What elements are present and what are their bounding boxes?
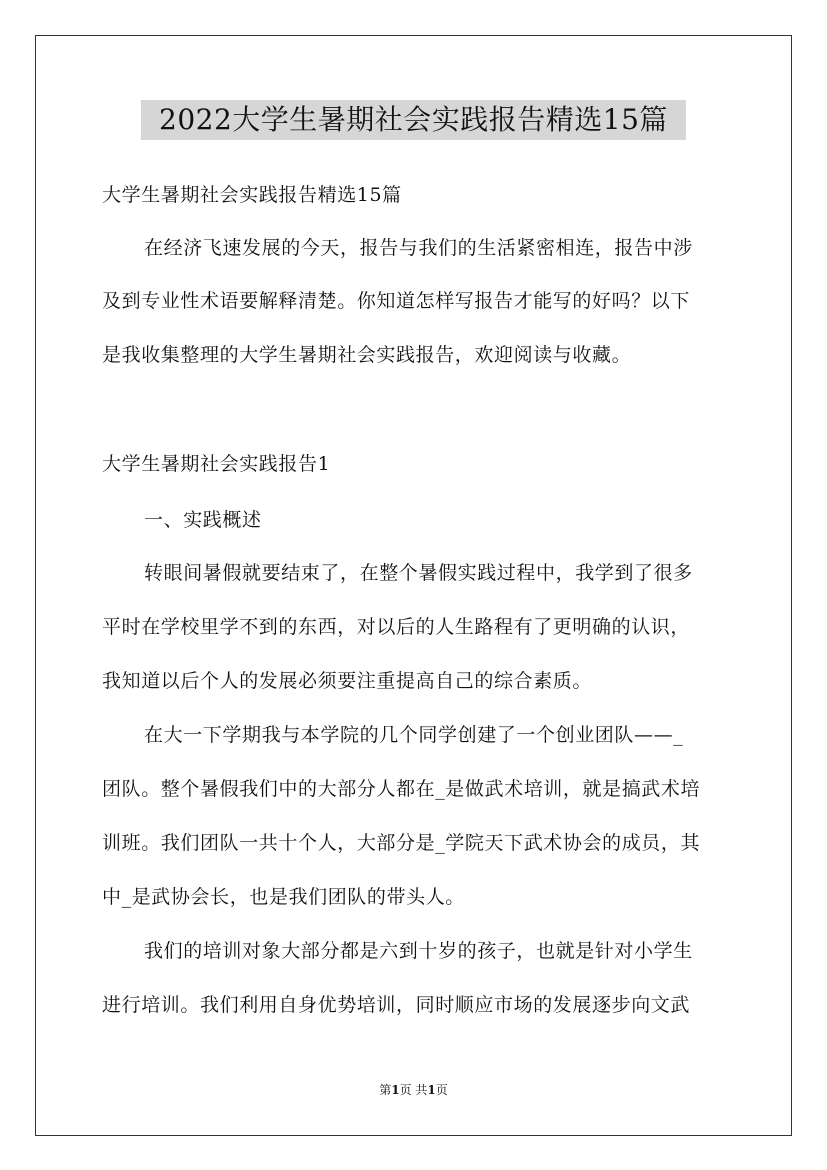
page-number-footer [0,1082,827,1098]
paragraph2-line-2: 团队。整个暑假我们中的大部分人都在_是做武术培训，就是搞武术培 [102,778,701,800]
paragraph3-line-1: 我们的培训对象大部分都是六到十岁的孩子，也就是针对小学生 [144,940,693,962]
report-heading: 大学生暑期社会实践报告1 [102,453,331,475]
paragraph1-line-2: 平时在学校里学不到的东西，对以后的人生路程有了更明确的认识， [102,616,691,638]
paragraph3-line-2: 进行培训。我们利用自身优势培训，同时顺应市场的发展逐步向文武 [102,994,691,1016]
footer-mid: 页 共 [399,1083,428,1097]
intro-line-3: 是我收集整理的大学生暑期社会实践报告，欢迎阅读与收藏。 [102,344,632,366]
document-title: 2022大学生暑期社会实践报告精选15篇 [141,100,686,140]
paragraph1-line-1: 转眼间暑假就要结束了，在整个暑假实践过程中，我学到了很多 [144,562,693,584]
paragraph1-line-3: 我知道以后个人的发展必须要注重提高自己的综合素质。 [102,670,593,692]
paragraph2-line-1: 在大一下学期我与本学院的几个同学创建了一个创业团队——_ [144,724,684,746]
document-subtitle: 大学生暑期社会实践报告精选15篇 [102,184,402,206]
paragraph2-line-3: 训班。我们团队一共十个人，大部分是_学院天下武术协会的成员，其 [102,832,701,854]
footer-total-pages: 1 [427,1083,436,1097]
intro-line-1: 在经济飞速发展的今天，报告与我们的生活紧密相连，报告中涉 [144,237,693,259]
paragraph2-line-4: 中_是武协会长，也是我们团队的带头人。 [102,886,465,908]
section-heading: 一、实践概述 [144,509,262,531]
footer-current-page: 1 [391,1083,400,1097]
footer-suffix: 页 [435,1083,448,1097]
intro-line-2: 及到专业性术语要解释清楚。你知道怎样写报告才能写的好吗？以下 [102,290,691,312]
footer-prefix: 第 [379,1083,392,1097]
